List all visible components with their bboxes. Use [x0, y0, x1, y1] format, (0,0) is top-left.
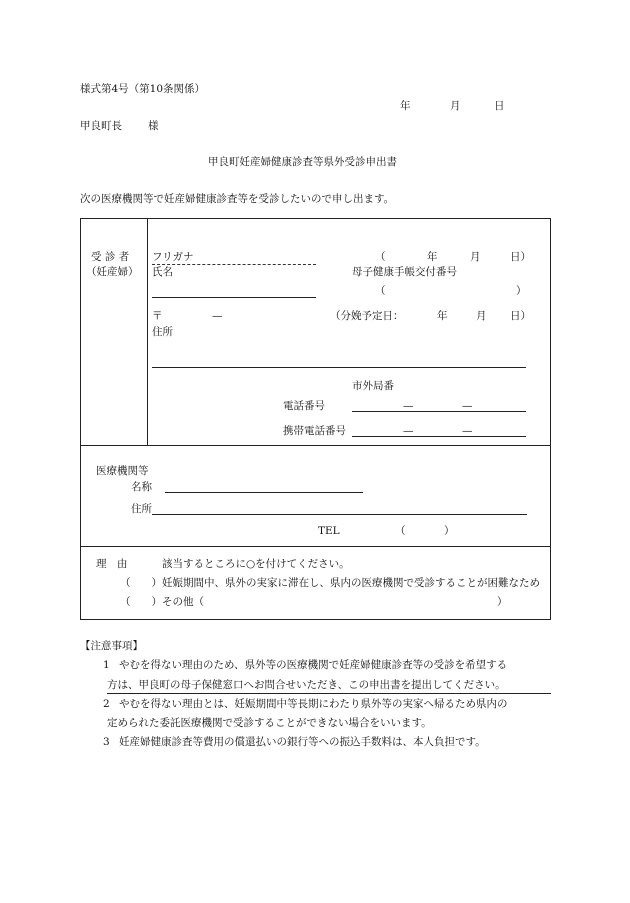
date-day-label: 日: [494, 100, 505, 112]
phone-dash-2: —: [462, 400, 473, 412]
intro-text: 次の医療機関等で妊産婦健康診査等を受診したいので申し出ます。: [80, 193, 395, 205]
medical-name-label: 名称: [131, 481, 152, 493]
address-label: 住所: [152, 326, 173, 338]
section-divider: [147, 218, 148, 445]
note1-line1: やむを得ない理由のため、県外等の医療機関で妊産婦健康診査等の受診を希望する: [119, 659, 508, 671]
phone-dash-1: —: [403, 400, 414, 412]
area-code-label: 市外局番: [352, 380, 394, 392]
medical-address-field[interactable]: [152, 514, 527, 515]
reason-label: 理 由: [96, 558, 128, 570]
postal-mark: 〒: [152, 310, 163, 322]
due-date-label: （分娩予定日：: [330, 310, 404, 322]
date-month-label: 月: [450, 100, 461, 112]
furigana-field[interactable]: [152, 264, 316, 265]
dob-open: （: [375, 251, 386, 263]
name-field[interactable]: [152, 297, 316, 298]
date-year-label: 年: [400, 100, 411, 112]
patient-section-label: 受 診 者: [91, 251, 130, 263]
due-month: 月: [476, 310, 487, 322]
document-title: 甲良町妊産婦健康診査等県外受診申出書: [208, 156, 397, 168]
handbook-open: （: [375, 285, 386, 297]
reason-option2-close: ）: [497, 596, 508, 608]
tel-open: （: [395, 525, 406, 537]
note2-line1: やむを得ない理由とは、妊娠期間中等長期にわたり県外等の実家へ帰るため県内の: [119, 698, 508, 710]
note1-line2: 方は、甲良町の母子保健窓口へお問合せいただき、この申出書を提出してください。: [107, 679, 506, 691]
patient-section-sub: （妊産婦）: [86, 266, 139, 278]
mobile-dash-1: —: [403, 425, 414, 437]
addressee: 甲良町長: [80, 120, 122, 132]
phone-label: 電話番号: [283, 400, 325, 412]
note2-line2: 定められた委託医療機関で受診することができない場合をいいます。: [107, 717, 432, 729]
honorific: 様: [148, 120, 159, 132]
mobile-dash-2: —: [462, 425, 473, 437]
reason-instruction: 該当するところに○を付けてください。: [162, 558, 350, 570]
due-year: 年: [437, 310, 448, 322]
notes-heading: 【注意事項】: [80, 640, 143, 652]
tel-label: TEL: [318, 525, 340, 537]
note3-number: 3: [103, 736, 110, 748]
tel-close: ）: [444, 525, 455, 537]
note1-number: 1: [103, 659, 110, 671]
handbook-close: ）: [516, 285, 527, 297]
dob-day: 日）: [510, 251, 531, 263]
note2-number: 2: [103, 698, 110, 710]
reason-option2-text: その他（: [162, 596, 204, 608]
postal-dash: —: [212, 310, 223, 322]
handbook-label: 母子健康手帳交付番号: [352, 266, 457, 278]
medical-name-field[interactable]: [165, 492, 363, 493]
address-field[interactable]: [152, 367, 526, 368]
mobile-label: 携帯電話番号: [283, 425, 346, 437]
reason-option1-text: 妊娠期間中、県外の実家に滞在し、県内の医療機関で受診することが困難なため: [162, 577, 540, 589]
name-label: 氏名: [152, 266, 173, 278]
reason-option1-checkbox[interactable]: （ ）: [120, 577, 162, 589]
note3-line1: 妊産婦健康診査等費用の償還払いの銀行等への振込手数料は、本人負担です。: [119, 736, 486, 748]
dob-year: 年: [427, 251, 438, 263]
furigana-label: フリガナ: [152, 251, 194, 263]
row-divider-1: [80, 445, 551, 446]
phone-field[interactable]: [352, 411, 526, 412]
medical-address-label: 住所: [131, 503, 152, 515]
medical-section-label: 医療機関等: [96, 465, 149, 477]
dob-month: 月: [470, 251, 481, 263]
mobile-field[interactable]: [352, 436, 526, 437]
note1-underline: [107, 693, 551, 694]
form-number: 様式第4号（第10条関係）: [80, 83, 206, 95]
due-day: 日）: [510, 310, 531, 322]
reason-option2-checkbox[interactable]: （ ）: [120, 596, 162, 608]
row-divider-2: [80, 546, 551, 547]
